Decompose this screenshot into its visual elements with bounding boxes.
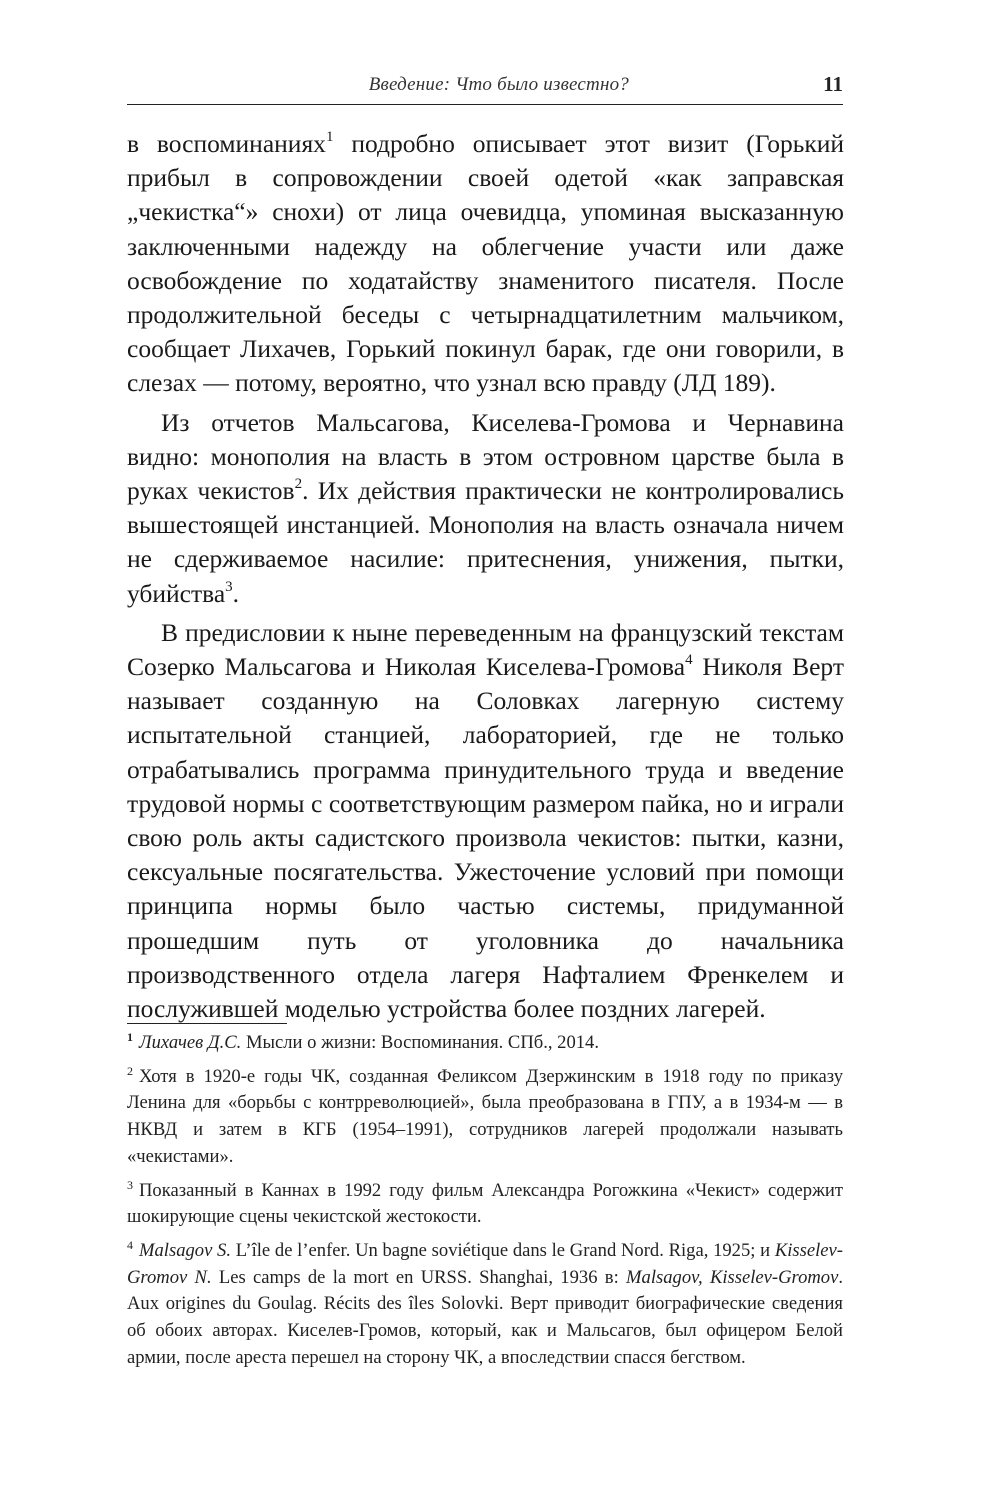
paragraph-1-text-b: подробно описывает этот визит (Горький прибыл в сопровождении своей одетой «как заправская „чекистка“» снохи) от лица очевидца, упоминая высказанную заключенными надежду на облегчение участи или даже освобождение по ходатайству знаменитого писателя. После продолжительной беседы с четырнадцатилетним мальчиком, сообщает Лихачев, Горький покинул барак, где они говорили, в слезах — потому, вероятно, что узнал всю правду (ЛД 189). [127,129,844,398]
footnote-2 [127,1064,843,1171]
footnote-ref-3: 3 [225,578,233,595]
footnote-2-text: Хотя в 1920-е годы ЧК, созданная Феликсом Дзержинским в 1918 году по приказу Ленина для «борьбы с контрреволюцией», была преобразована в ГПУ, а в 1934-м — в НКВД и затем в КГБ (1954–1991), сотрудников лагерей продолжали называть «чекистами». [127,1065,843,1167]
footnote-separator [127,1023,287,1024]
footnote-ref-2: 2 [294,476,303,493]
footnote-1-mark: 1 [127,1030,133,1044]
running-header [127,70,843,105]
footnote-3-text: Показанный в Каннах в 1992 году фильм Александра Рогожкина «Чекист» содержит шокирующие сцены чекистской жестокости. [127,1179,843,1228]
footnotes [127,1030,843,1371]
paragraph-2-text-b: . Их действия практически не контролировались вышестоящей инстанцией. Монополия на власть означала ничем не сдерживаемое насилие: притеснения, унижения, пытки, убийства [127,476,844,608]
paragraph-2 [127,406,844,611]
footnote-4-author-1: Malsagov S. [139,1239,232,1261]
main-text [127,127,844,1026]
footnote-4 [127,1238,843,1372]
footnote-4-author-2: Kisselev-Gromov N. [127,1239,843,1288]
paragraph-1 [127,127,844,401]
paragraph-2-text-a: Из отчетов Мальсагова, Киселева-Громова и Чернавина видно: монополия на власть в этом островном царстве была в руках чекистов [127,407,844,506]
footnote-3 [127,1178,843,1231]
footnote-2-mark: 2 [127,1063,133,1078]
paragraph-3-text-b: Николя Верт называет созданную на Соловках лагерную систему испытательной станцией, лабораторией, где не только отрабатывались программа принудительного труда и введение трудовой нормы с соответствующим размером пайка, но и играли свою роль акты садистского произвола чекистов: пытки, казни, сексуальные посягательства. Ужесточение условий при помощи принципа нормы было частью системы, придуманной прошедшим путь от уголовника до начальника производственного отдела лагеря Нафталием Френкелем и послужившей моделью устройства более поздних лагерей. [127,652,844,1024]
footnote-4-text-2: Les camps de la mort en URSS. Shanghai, 1936 в: [211,1266,627,1288]
paragraph-2-text-c: . [232,578,240,608]
footnote-ref-1: 1 [325,129,334,145]
footnote-ref-4: 4 [685,652,693,669]
footnote-4-mark: 4 [127,1237,133,1252]
paragraph-1-text-a: в воспоминаниях [127,129,326,158]
running-title: Введение: Что было известно? [368,74,629,95]
paragraph-3 [127,616,844,1026]
footnote-4-text-3: . Aux origines du Goulag. Récits des îles Solovki. Верт приводит биографические сведения об обоих авторах. Киселев-Громов, который, как и Мальсагов, был офицером Белой армии, после ареста перешел на сторону ЧК, а впоследствии спасся бегством. [127,1266,844,1368]
page-number: 11 [823,72,843,96]
footnote-1-text: Мысли о жизни: Воспоминания. СПб., 2014. [241,1032,599,1053]
footnote-4-author-3: Malsagov, Kisselev-Gromov [626,1266,839,1288]
footnote-1 [127,1030,843,1057]
footnote-1-author: Лихачев Д.С. [139,1032,242,1053]
footnote-3-mark: 3 [127,1177,133,1192]
footnote-4-text-1: L’île de l’enfer. Un bagne soviétique dans le Grand Nord. Riga, 1925; и [231,1239,775,1261]
paragraph-3-text-a: В предисловии к ныне переведенным на французский текстам Созерко Мальсагова и Николая Киселева-Громова [127,617,844,682]
